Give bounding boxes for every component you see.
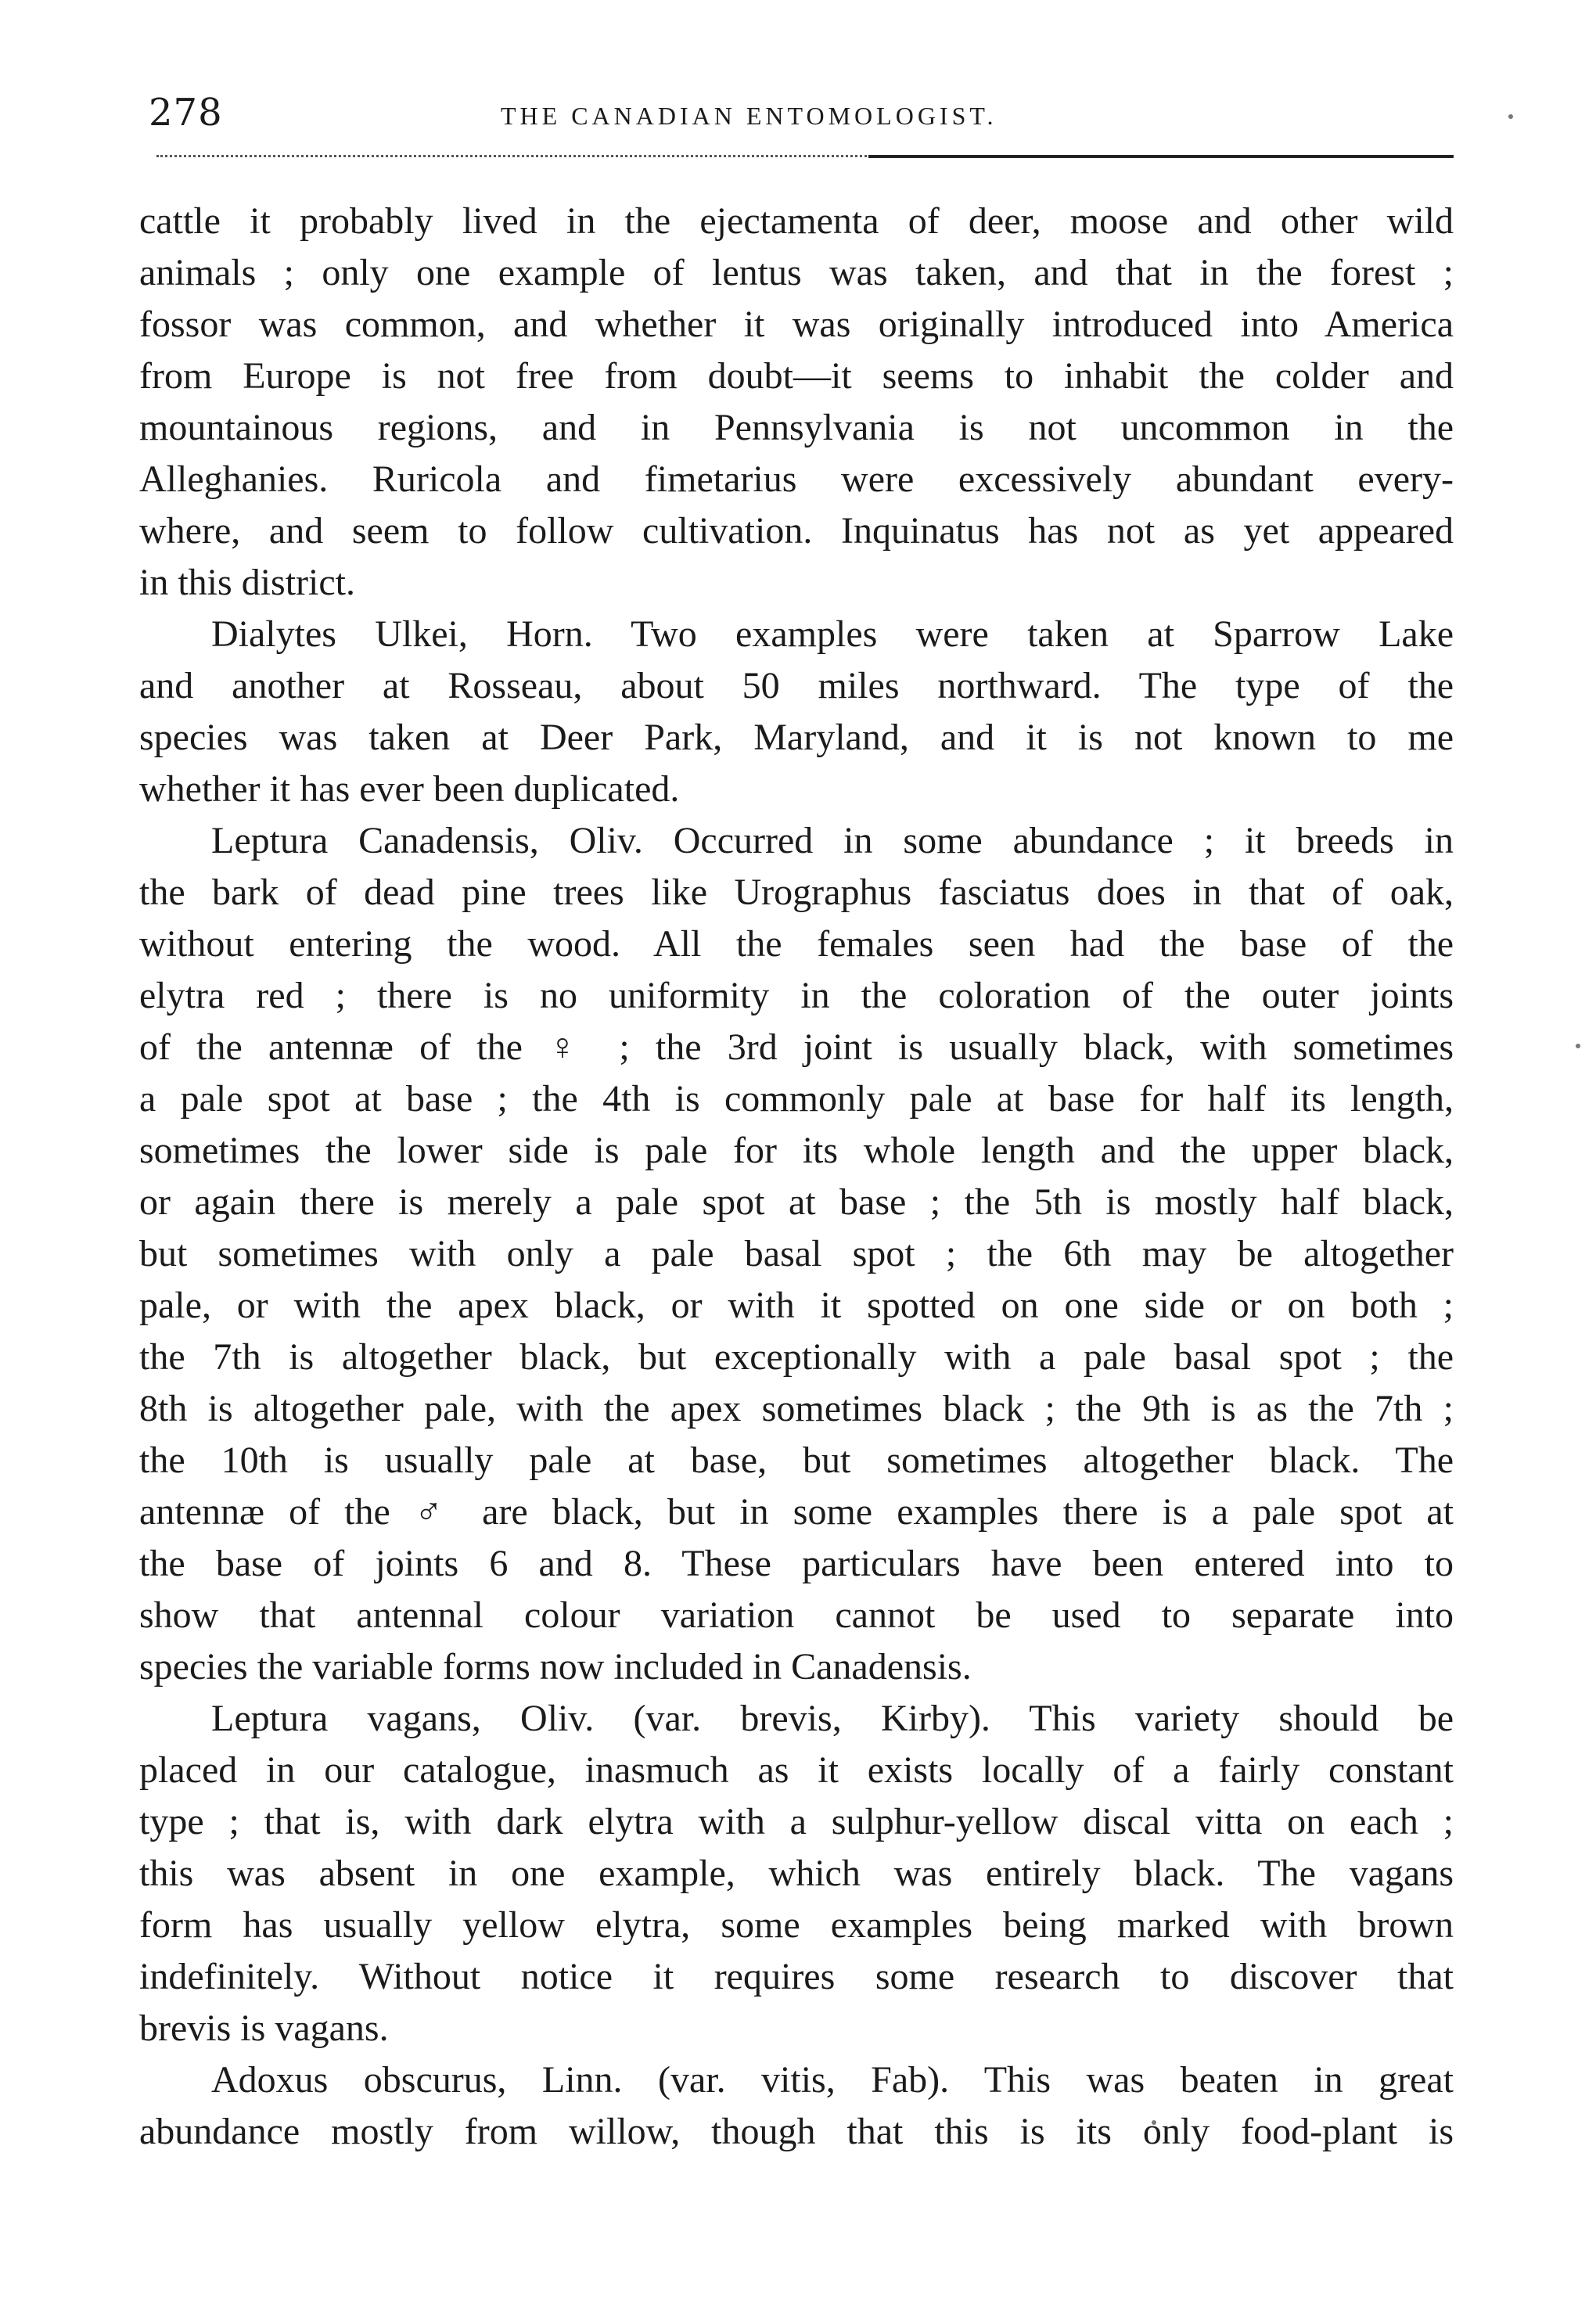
text-line: animals ; only one example of lentus was taken, and that in the forest ; — [139, 252, 1454, 293]
text-line: Leptura vagans, Oliv. (var. brevis, Kirby). This variety should be — [211, 1698, 1454, 1739]
text-line: of the antennæ of the ♀ ; the 3rd joint is usually black, with sometimes — [139, 1026, 1454, 1068]
text-line: Alleghanies. Ruricola and fimetarius were excessively abundant every- — [139, 458, 1454, 500]
text-line: abundance mostly from willow, though that this is its only food-plant is — [139, 2111, 1454, 2152]
text-line: Adoxus obscurus, Linn. (var. vitis, Fab). This was beaten in great — [211, 2059, 1454, 2101]
text-line: a pale spot at base ; the 4th is commonly pale at base for half its length, — [139, 1078, 1454, 1120]
text-line: the base of joints 6 and 8. These particulars have been entered into to — [139, 1543, 1454, 1584]
body-text — [139, 196, 1454, 2158]
text-line: without entering the wood. All the females seen had the base of the — [139, 923, 1454, 965]
header-rule-right — [868, 155, 1454, 158]
text-line: pale, or with the apex black, or with it spotted on one side or on both ; — [139, 1285, 1454, 1326]
text-line: species was taken at Deer Park, Maryland, and it is not known to me — [139, 717, 1454, 758]
text-line: elytra red ; there is no uniformity in the coloration of the outer joints — [139, 975, 1454, 1016]
page-header — [149, 81, 1452, 144]
text-line: indefinitely. Without notice it requires some research to discover that — [139, 1956, 1454, 1997]
text-line: the 10th is usually pale at base, but sometimes altogether black. The — [139, 1440, 1454, 1481]
stray-mark — [1508, 114, 1513, 119]
text-line: but sometimes with only a pale basal spot ; the 6th may be altogether — [139, 1233, 1454, 1274]
text-line: from Europe is not free from doubt—it seems to inhabit the colder and — [139, 355, 1454, 397]
stray-mark — [1576, 1044, 1580, 1048]
text-line: the 7th is altogether black, but exceptionally with a pale basal spot ; the — [139, 1336, 1454, 1378]
text-line: in this district. — [139, 562, 355, 603]
text-line: brevis is vagans. — [139, 2007, 389, 2049]
text-line: type ; that is, with dark elytra with a sulphur-yellow discal vitta on each ; — [139, 1801, 1454, 1842]
text-line: whether it has ever been duplicated. — [139, 768, 680, 810]
text-line: species the variable forms now included in Canadensis. — [139, 1646, 972, 1688]
text-line: antennæ of the ♂ are black, but in some examples there is a pale spot at — [139, 1491, 1454, 1533]
text-line: or again there is merely a pale spot at base ; the 5th is mostly half black, — [139, 1181, 1454, 1223]
page-number: 278 — [149, 91, 223, 135]
text-line: Leptura Canadensis, Oliv. Occurred in some abundance ; it breeds in — [211, 820, 1454, 861]
text-line: Dialytes Ulkei, Horn. Two examples were taken at Sparrow Lake — [211, 613, 1454, 655]
text-line: where, and seem to follow cultivation. Inquinatus has not as yet appeared — [139, 510, 1454, 552]
text-line: form has usually yellow elytra, some examples being marked with brown — [139, 1904, 1454, 1946]
text-line: and another at Rosseau, about 50 miles northward. The type of the — [139, 665, 1454, 706]
text-line: mountainous regions, and in Pennsylvania is not uncommon in the — [139, 407, 1454, 448]
text-line: placed in our catalogue, inasmuch as it exists locally of a fairly constant — [139, 1749, 1454, 1791]
text-line: cattle it probably lived in the ejectamenta of deer, moose and other wild — [139, 200, 1454, 242]
text-line: this was absent in one example, which was entirely black. The vagans — [139, 1853, 1454, 1894]
text-line: sometimes the lower side is pale for its whole length and the upper black, — [139, 1130, 1454, 1171]
text-line: the bark of dead pine trees like Urographus fasciatus does in that of oak, — [139, 872, 1454, 913]
text-line: 8th is altogether pale, with the apex sometimes black ; the 9th is as the 7th ; — [139, 1388, 1454, 1429]
running-title: THE CANADIAN ENTOMOLOGIST. — [501, 102, 998, 130]
text-line: fossor was common, and whether it was originally introduced into America — [139, 304, 1454, 345]
text-line: show that antennal colour variation cannot be used to separate into — [139, 1594, 1454, 1636]
